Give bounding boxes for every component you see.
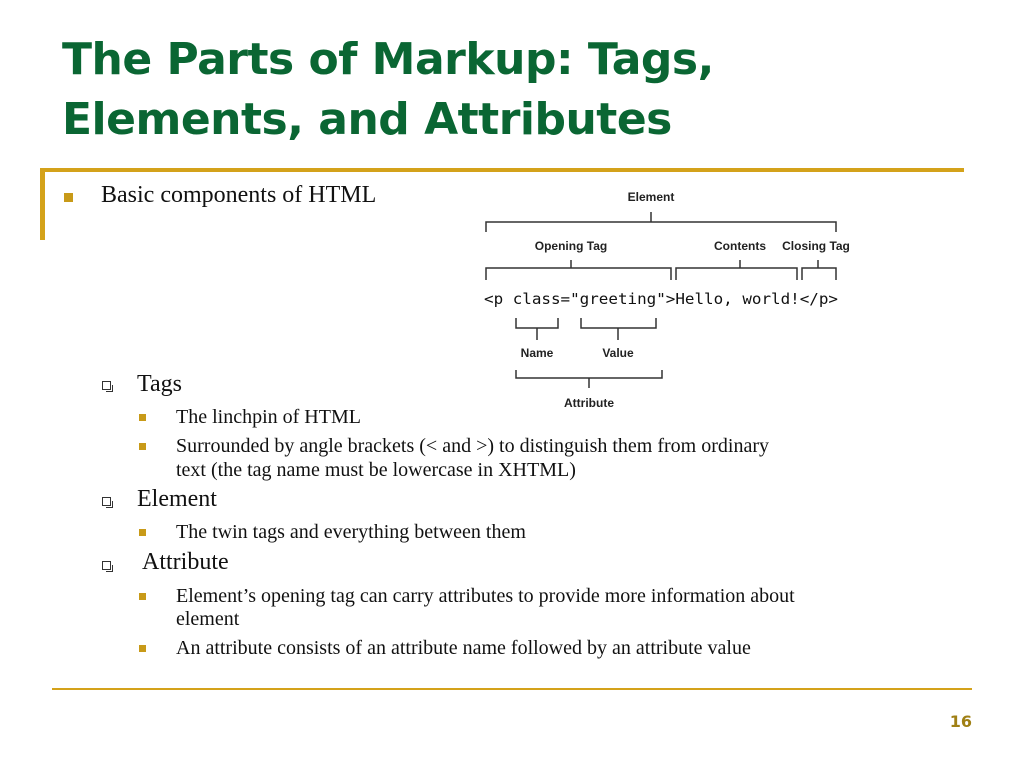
hollow-square-bullet-icon xyxy=(102,381,111,390)
name-bracket xyxy=(516,318,558,328)
intro-bullet-text: Basic components of HTML xyxy=(101,182,377,208)
diagram-label-name: Name xyxy=(520,346,554,360)
diagram-label-element: Element xyxy=(627,190,675,204)
hollow-square-bullet-icon xyxy=(102,561,111,570)
attribute-item-2: An attribute consists of an attribute name followed by an attribute value xyxy=(176,637,751,659)
page-number: 16 xyxy=(949,712,972,731)
element-heading: Element xyxy=(137,486,217,512)
attribute-heading: Attribute xyxy=(142,549,229,575)
diagram-label-contents: Contents xyxy=(714,239,766,253)
tags-item-2-continued: text (the tag name must be lowercase in XHTML) xyxy=(176,459,576,481)
element-bracket xyxy=(486,222,836,232)
bottom-divider xyxy=(52,688,972,690)
attribute-item-1: Element’s opening tag can carry attributes to provide more information about xyxy=(176,585,795,607)
value-bracket xyxy=(581,318,656,328)
square-bullet-icon xyxy=(139,529,146,536)
square-bullet-icon xyxy=(139,443,146,450)
html-anatomy-diagram xyxy=(470,180,870,420)
diagram-label-closing-tag: Closing Tag xyxy=(782,239,850,253)
side-accent-bar xyxy=(40,168,45,240)
element-item-1: The twin tags and everything between them xyxy=(176,521,526,543)
square-bullet-icon xyxy=(139,645,146,652)
contents-bracket xyxy=(676,268,797,280)
diagram-code-line: <p class="greeting">Hello, world!</p> xyxy=(484,290,838,308)
tags-heading: Tags xyxy=(137,371,182,397)
square-bullet-icon xyxy=(139,593,146,600)
square-bullet-icon xyxy=(64,193,73,202)
hollow-square-bullet-icon xyxy=(102,497,111,506)
attribute-bracket xyxy=(516,370,662,378)
opening-tag-bracket xyxy=(486,268,671,280)
diagram-label-value: Value xyxy=(602,346,634,360)
title-line-2: Elements, and Attributes xyxy=(62,94,672,145)
tags-item-2: Surrounded by angle brackets (< and >) to distinguish them from ordinary xyxy=(176,435,769,457)
diagram-label-opening-tag: Opening Tag xyxy=(534,239,608,253)
top-divider xyxy=(40,168,964,172)
square-bullet-icon xyxy=(139,414,146,421)
closing-tag-bracket xyxy=(802,268,836,280)
attribute-item-1-continued: element xyxy=(176,608,240,630)
title-line-1: The Parts of Markup: Tags, xyxy=(62,34,714,85)
diagram-label-attribute: Attribute xyxy=(564,396,614,410)
slide-title xyxy=(62,30,1002,150)
tags-item-1: The linchpin of HTML xyxy=(176,406,361,428)
